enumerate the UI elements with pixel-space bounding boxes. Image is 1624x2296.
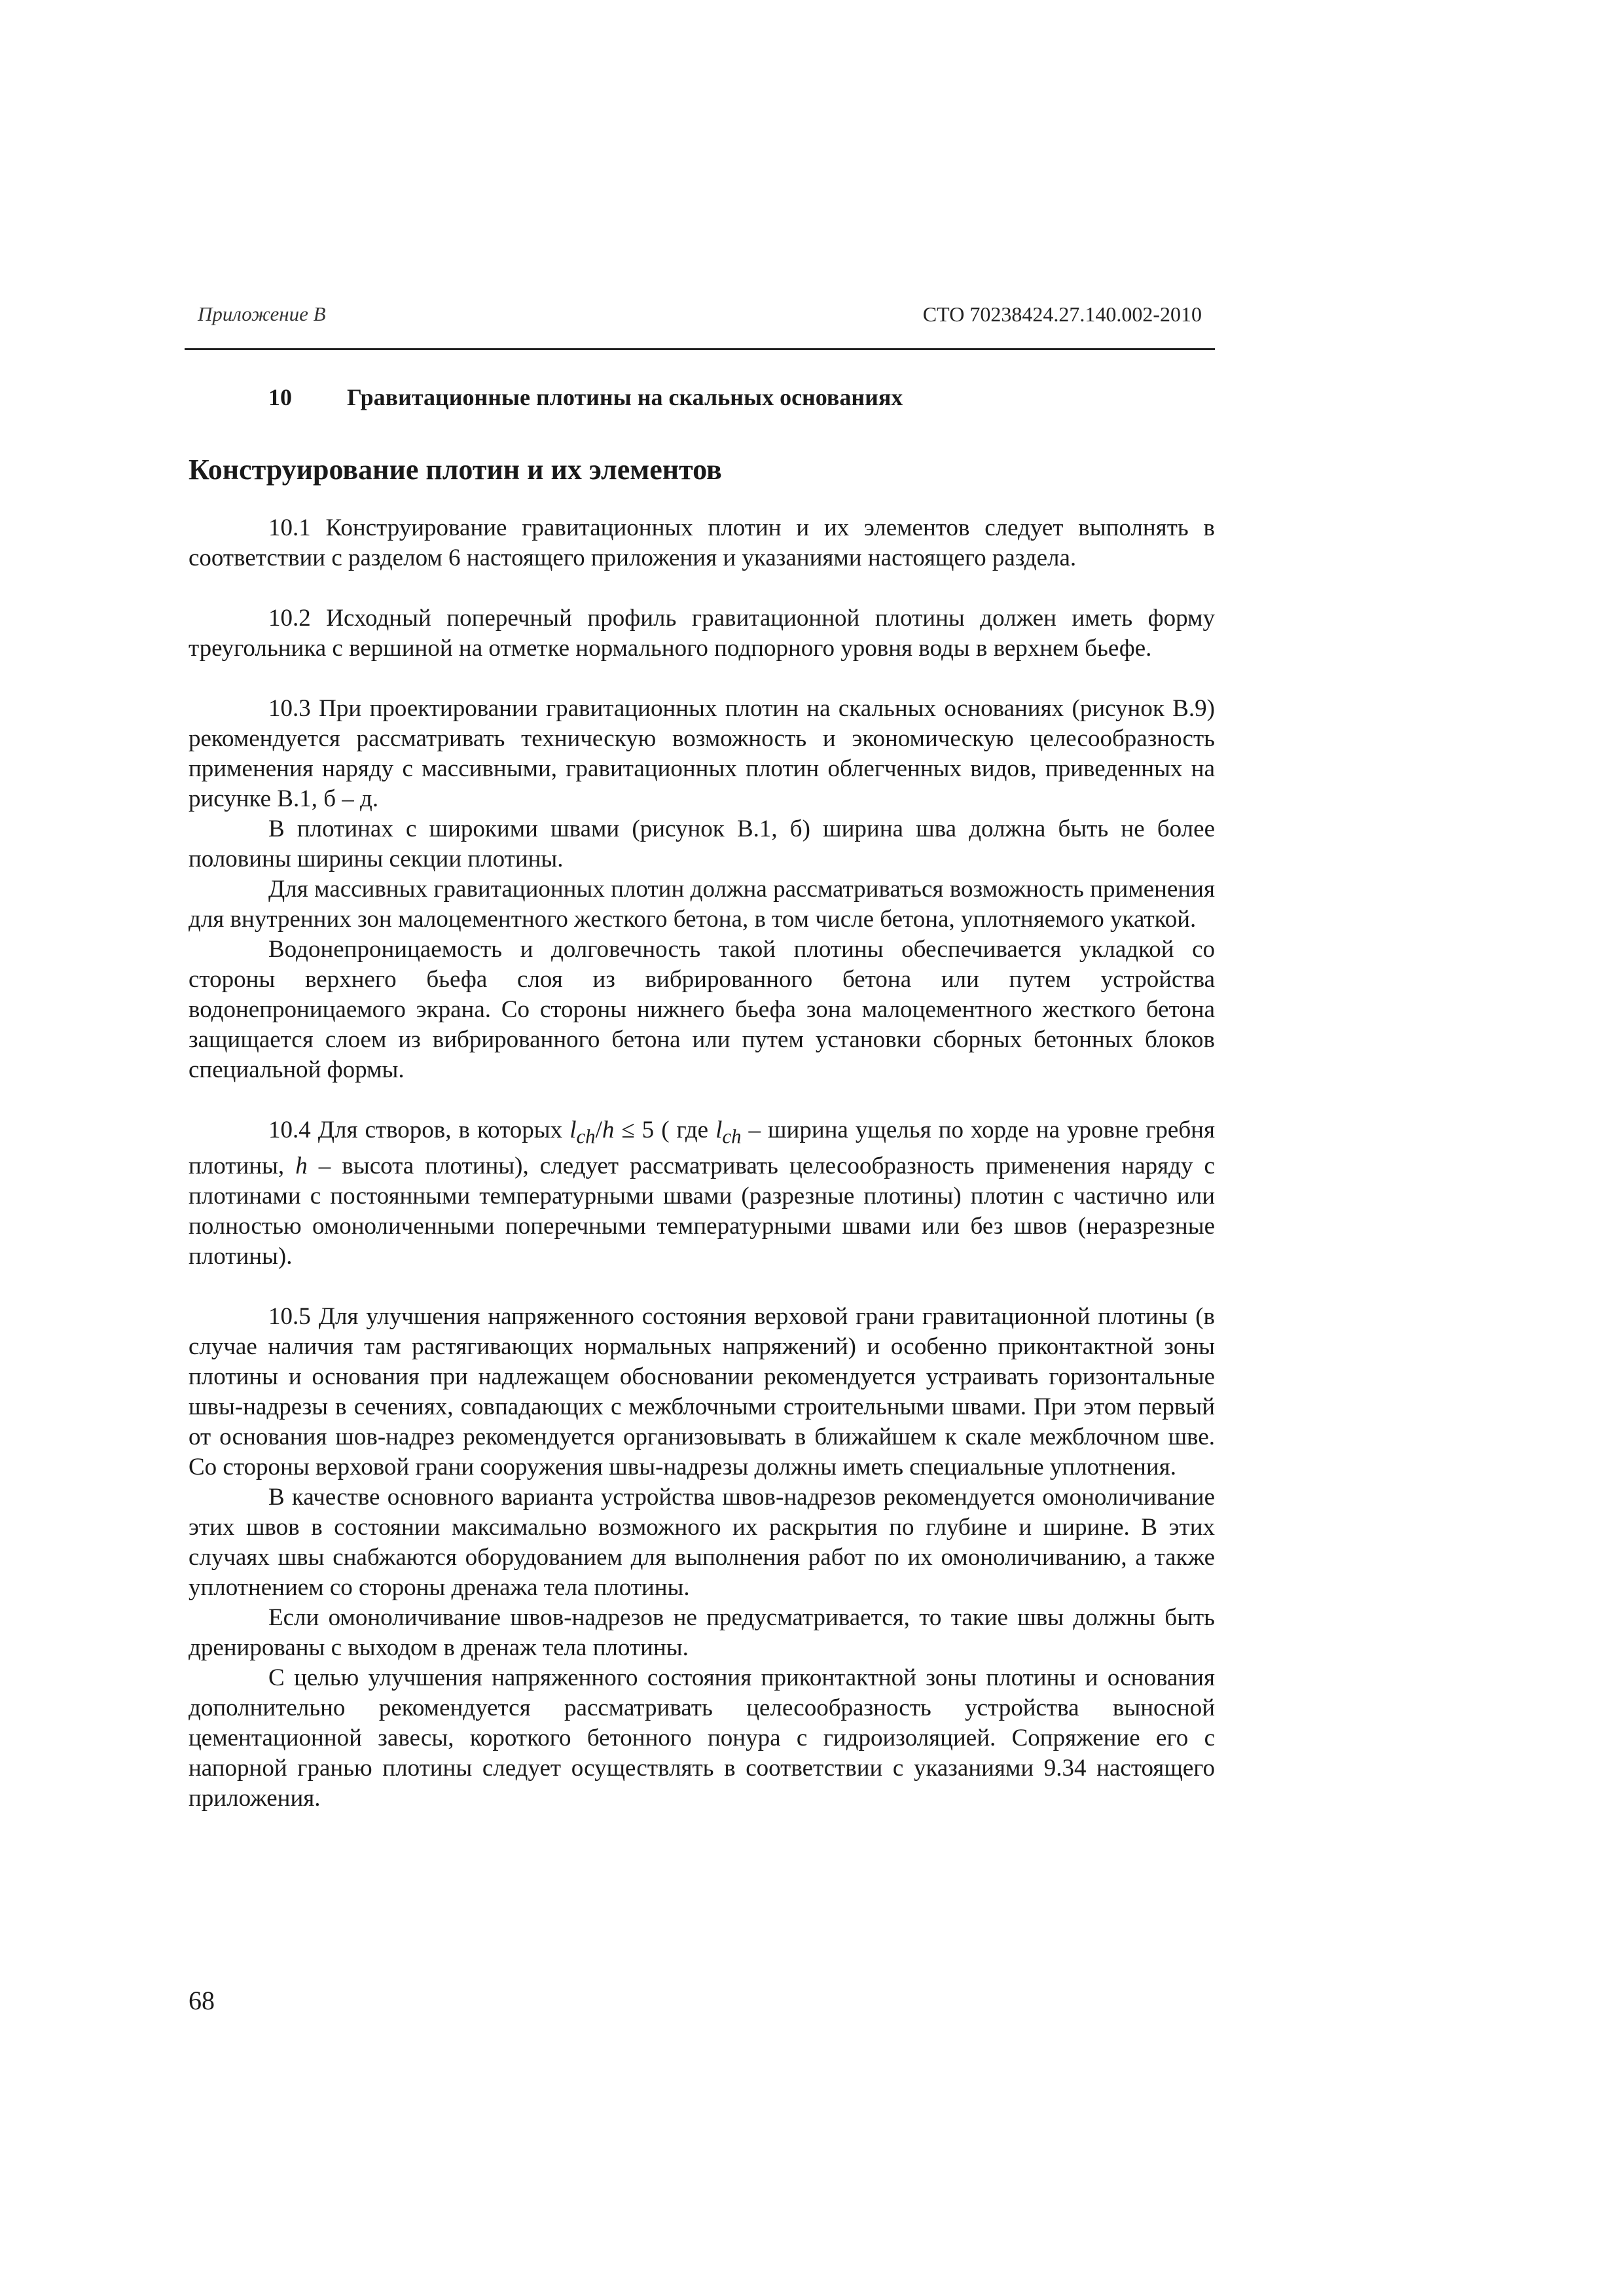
variable-h: h bbox=[295, 1153, 308, 1180]
paragraph-grouting: В качестве основного варианта устройства швов-надрезов рекомендуется омоноличивание этих швов в состоянии максимально возможного их раскрытия по глубине и ширине. В этих случаях швы снабжаются оборудованием для выполнения работ по их омоноличиванию, а также уплотнением со стороны дренажа тела плотины. bbox=[189, 1484, 1215, 1602]
body-block-1 bbox=[189, 513, 1215, 1814]
paragraph-10-3: 10.3 При проектировании гравитационных плотин на скальных основаниях (рисунок В.9) рекомендуется рассматривать техническую возможность и экономическую целесообразность применения наряду с массивными, гравитационных плотин облегченных видов, приведенных на рисунке В.1, б – д. bbox=[189, 695, 1215, 812]
text-run: – высота плотины), следует рассматривать целесообразность применения наряду с плотинами с постоянными температурными швами (разрезные плотины) плотин с частично или полностью омоноличенными поперечными температурными швами или без швов (неразрезные плотины). bbox=[189, 1153, 1215, 1270]
text-run: ≤ 5 ( где bbox=[614, 1117, 716, 1143]
section-heading bbox=[268, 384, 903, 411]
paragraph-watertightness: Водонепроницаемость и долговечность такой плотины обеспечивается укладкой со стороны верхнего бьефа слоя из вибрированного бетона или путем устройства водонепроницаемого экрана. Со стороны нижнего бьефа зона малоцементного жесткого бетона защищается слоем из вибрированного бетона или путем установки сборных бетонных блоков специальной формы. bbox=[189, 936, 1215, 1083]
variable-l: l bbox=[569, 1117, 577, 1143]
page-number: 68 bbox=[189, 1986, 215, 2015]
running-header bbox=[185, 302, 1215, 350]
variable-l: l bbox=[715, 1117, 723, 1143]
paragraph-10-1: 10.1 Конструирование гравитационных плотин и их элементов следует выполнять в соответствии с разделом 6 настоящего приложения и указаниями настоящего раздела. bbox=[189, 514, 1215, 571]
subscript-ch: ch bbox=[576, 1125, 596, 1148]
variable-h: h bbox=[602, 1117, 615, 1143]
paragraph-contact-zone: С целью улучшения напряженного состояния приконтактной зоны плотины и основания дополнительно рекомендуется рассматривать целесообразность устройства выносной цементационной завесы, короткого бетонного понура с гидроизоляцией. Сопряжение его с напорной гранью плотины следует осуществлять в соответствии с указаниями 9.34 настоящего приложения. bbox=[189, 1664, 1215, 1812]
text-run: / bbox=[595, 1117, 602, 1143]
paragraph-10-2: 10.2 Исходный поперечный профиль гравитационной плотины должен иметь форму треугольника с вершиной на отметке нормального подпорного уровня воды в верхнем бьефе. bbox=[189, 605, 1215, 662]
paragraph-wide-joints: В плотинах с широкими швами (рисунок В.1, б) ширина шва должна быть не более половины ширины секции плотины. bbox=[189, 816, 1215, 872]
paragraph-10-4 bbox=[189, 1115, 1215, 1272]
paragraph-massive-dams: Для массивных гравитационных плотин должна рассматриваться возможность применения для внутренних зон малоцементного жесткого бетона, в том числе бетона, уплотняемого укаткой. bbox=[189, 876, 1215, 933]
subsection-heading: Конструирование плотин и их элементов bbox=[189, 454, 722, 486]
subscript-ch: ch bbox=[722, 1125, 742, 1148]
section-title: Гравитационные плотины на скальных основаниях bbox=[347, 384, 903, 410]
text-run: 10.4 Для створов, в которых bbox=[268, 1117, 570, 1143]
document-code: СТО 70238424.27.140.002-2010 bbox=[922, 302, 1202, 326]
text-run: – ширина ущелья по хорде на уровне гребня плотины, bbox=[189, 1117, 1215, 1180]
section-number: 10 bbox=[268, 384, 292, 410]
appendix-label: Приложение В bbox=[198, 302, 326, 325]
paragraph-drainage: Если омоноличивание швов-надрезов не предусматривается, то такие швы должны быть дренированы с выходом в дренаж тела плотины. bbox=[189, 1604, 1215, 1662]
paragraph-10-5: 10.5 Для улучшения напряженного состояния верховой грани гравитационной плотины (в случае наличия там растягивающих нормальных напряжений) и особенно приконтактной зоны плотины и основания при надлежащем обосновании рекомендуется устраивать горизонтальные швы-надрезы в сечениях, совпадающих с межблочными строительными швами. При этом первый от основания шов-надрез рекомендуется организовывать в ближайшем к скале межблочном шве. Со стороны верховой грани сооружения швы-надрезы должны иметь специальные уплотнения. bbox=[189, 1303, 1215, 1481]
